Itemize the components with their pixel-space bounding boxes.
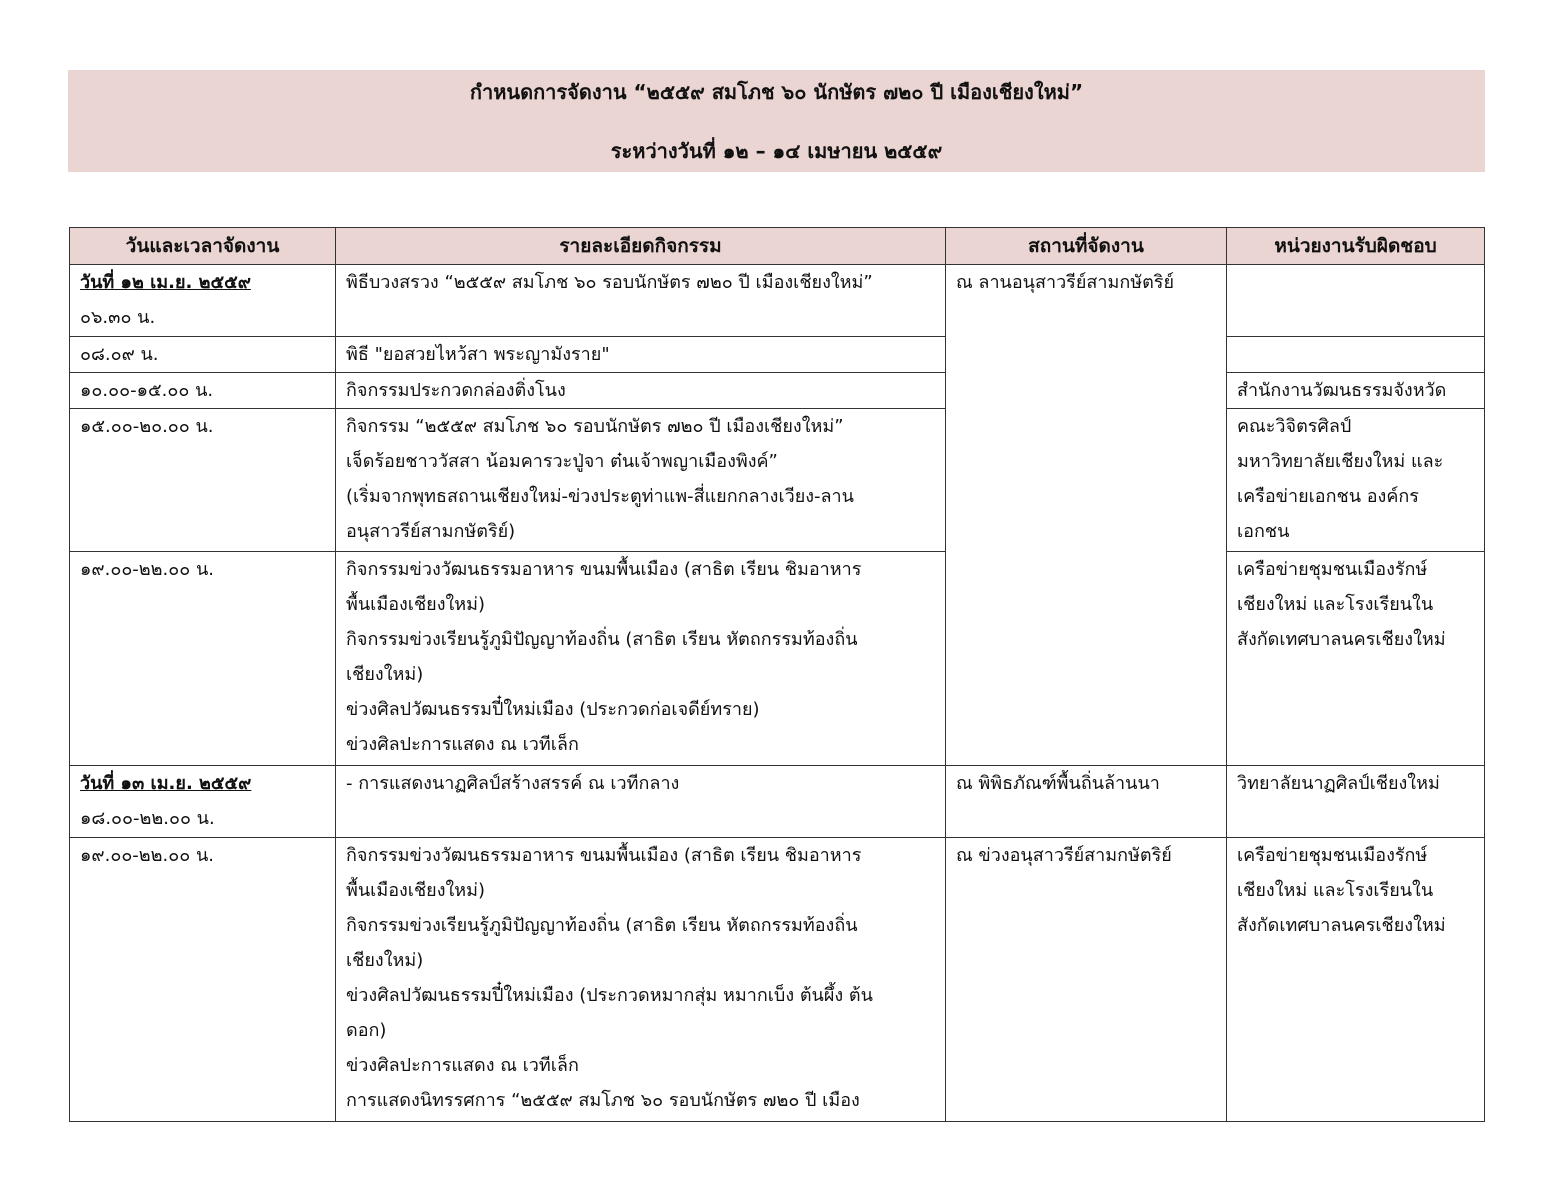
cell-datetime: [70, 337, 336, 373]
detail-line: กิจกรรมประกวดกล่องติ่งโนง: [346, 380, 566, 401]
detail-line: ดอก): [346, 1020, 387, 1041]
time-text: ๐๖.๓๐ น.: [80, 307, 156, 328]
detail-line: ข่วงศิลปะการแสดง ณ เวทีเล็ก: [346, 1055, 579, 1076]
cell-agency: [1227, 409, 1485, 552]
cell-venue: [946, 838, 1227, 1122]
cell-details: [336, 265, 946, 337]
agency-line: คณะวิจิตรศิลป์: [1237, 416, 1352, 437]
table-row: [70, 409, 1485, 552]
detail-line: อนุสาวรีย์สามกษัตริย์): [346, 521, 516, 542]
detail-line: (เริ่มจากพุทธสถานเชียงใหม่-ข่วงประตูท่าแพ-สี่แยกกลางเวียง-ลาน: [346, 486, 854, 507]
time-text: ๑๕.๐๐-๒๐.๐๐ น.: [80, 416, 214, 437]
table-row: [70, 838, 1485, 1122]
detail-line: เชียงใหม่): [346, 664, 424, 685]
column-header-datetime: วันและเวลาจัดงาน: [70, 228, 336, 265]
cell-details: [336, 373, 946, 409]
table-row: [70, 373, 1485, 409]
agency-line: เชียงใหม่ และโรงเรียนใน: [1237, 880, 1434, 901]
agency-line: เครือข่ายเอกชน องค์กร: [1237, 486, 1419, 507]
detail-line: ข่วงศิลปวัฒนธรรมปี๋ใหม่เมือง (ประกวดหมากสุ่ม หมากเบ็ง ต้นผึ้ง ต้น: [346, 985, 873, 1006]
agency-line: เครือข่ายชุมชนเมืองรักษ์: [1237, 559, 1428, 580]
detail-line: การแสดงนิทรรศการ “๒๕๕๙ สมโภช ๖๐ รอบนักษัตร ๗๒๐ ปี เมือง: [346, 1090, 860, 1111]
agency-line: สังกัดเทศบาลนครเชียงใหม่: [1237, 629, 1446, 650]
agency-line: วิทยาลัยนาฏศิลป์เชียงใหม่: [1237, 773, 1440, 794]
column-header-agency: หน่วยงานรับผิดชอบ: [1227, 228, 1485, 265]
event-title: กำหนดการจัดงาน “๒๕๕๙ สมโภช ๖๐ นักษัตร ๗๒๐ ปี เมืองเชียงใหม่”: [469, 80, 1084, 104]
cell-datetime: [70, 265, 336, 337]
time-text: ๑๘.๐๐-๒๒.๐๐ น.: [80, 808, 215, 829]
table-row: [70, 766, 1485, 838]
cell-agency: [1227, 838, 1485, 1122]
cell-details: [336, 838, 946, 1122]
agency-line: สังกัดเทศบาลนครเชียงใหม่: [1237, 915, 1446, 936]
detail-line: พิธีบวงสรวง “๒๕๕๙ สมโภช ๖๐ รอบนักษัตร ๗๒๐ ปี เมืองเชียงใหม่”: [346, 272, 873, 293]
cell-agency: [1227, 766, 1485, 838]
detail-line: พื้นเมืองเชียงใหม่): [346, 594, 486, 615]
cell-datetime: [70, 552, 336, 766]
table-row: [70, 265, 1485, 337]
date-label: วันที่ ๑๓ เม.ย. ๒๕๕๙: [80, 773, 252, 794]
cell-agency: [1227, 552, 1485, 766]
cell-agency: [1227, 373, 1485, 409]
column-header-details: รายละเอียดกิจกรรม: [336, 228, 946, 265]
cell-details: [336, 552, 946, 766]
agency-line: สำนักงานวัฒนธรรมจังหวัด: [1237, 380, 1447, 401]
venue-text: ณ ข่วงอนุสาวรีย์สามกษัตริย์: [956, 845, 1172, 866]
cell-details: [336, 409, 946, 552]
agency-line: เชียงใหม่ และโรงเรียนใน: [1237, 594, 1434, 615]
event-date-range: ระหว่างวันที่ ๑๒ – ๑๔ เมษายน ๒๕๕๙: [610, 139, 943, 163]
venue-text: ณ พิพิธภัณฑ์พื้นถิ่นล้านนา: [956, 773, 1160, 794]
time-text: ๑๐.๐๐-๑๕.๐๐ น.: [80, 380, 214, 401]
detail-line: เจ็ดร้อยชาววัสสา น้อมคารวะปู่จา ต๋นเจ้าพญาเมืองพิงค์”: [346, 451, 778, 472]
detail-line: กิจกรรมข่วงเรียนรู้ภูมิปัญญาท้องถิ่น (สาธิต เรียน หัตถกรรมท้องถิ่น: [346, 629, 858, 650]
cell-agency: [1227, 265, 1485, 337]
cell-details: [336, 766, 946, 838]
detail-line: กิจกรรม “๒๕๕๙ สมโภช ๖๐ รอบนักษัตร ๗๒๐ ปี เมืองเชียงใหม่”: [346, 416, 844, 437]
cell-venue: [946, 766, 1227, 838]
time-text: ๐๘.๐๙ น.: [80, 344, 159, 365]
column-header-venue: สถานที่จัดงาน: [946, 228, 1227, 265]
date-label: วันที่ ๑๒ เม.ย. ๒๕๕๙: [80, 272, 251, 293]
cell-datetime: [70, 766, 336, 838]
title-banner: [68, 70, 1485, 172]
detail-line: - การแสดงนาฏศิลป์สร้างสรรค์ ณ เวทีกลาง: [346, 773, 680, 794]
detail-line: เชียงใหม่): [346, 950, 424, 971]
detail-line: กิจกรรมข่วงเรียนรู้ภูมิปัญญาท้องถิ่น (สาธิต เรียน หัตถกรรมท้องถิ่น: [346, 915, 858, 936]
table-header-row: [70, 228, 1485, 265]
cell-details: [336, 337, 946, 373]
detail-line: ข่วงศิลปวัฒนธรรมปี๋ใหม่เมือง (ประกวดก่อเจดีย์ทราย): [346, 699, 760, 720]
detail-line: กิจกรรมข่วงวัฒนธรรมอาหาร ขนมพื้นเมือง (สาธิต เรียน ชิมอาหาร: [346, 845, 862, 866]
schedule-table: [69, 227, 1485, 1122]
detail-line: พิธี "ยอสวยไหว้สา พระญามังราย": [346, 344, 610, 365]
detail-line: กิจกรรมข่วงวัฒนธรรมอาหาร ขนมพื้นเมือง (สาธิต เรียน ชิมอาหาร: [346, 559, 862, 580]
cell-datetime: [70, 838, 336, 1122]
venue-text: ณ ลานอนุสาวรีย์สามกษัตริย์: [956, 272, 1175, 293]
agency-line: มหาวิทยาลัยเชียงใหม่ และ: [1237, 451, 1444, 472]
agency-line: เครือข่ายชุมชนเมืองรักษ์: [1237, 845, 1428, 866]
detail-line: พื้นเมืองเชียงใหม่): [346, 880, 486, 901]
detail-line: ข่วงศิลปะการแสดง ณ เวทีเล็ก: [346, 734, 579, 755]
cell-venue: [946, 265, 1227, 766]
agency-line: เอกชน: [1237, 521, 1290, 542]
time-text: ๑๙.๐๐-๒๒.๐๐ น.: [80, 559, 214, 580]
cell-agency: [1227, 337, 1485, 373]
table-row: [70, 552, 1485, 766]
cell-datetime: [70, 409, 336, 552]
cell-datetime: [70, 373, 336, 409]
table-row: [70, 337, 1485, 373]
time-text: ๑๙.๐๐-๒๒.๐๐ น.: [80, 845, 214, 866]
